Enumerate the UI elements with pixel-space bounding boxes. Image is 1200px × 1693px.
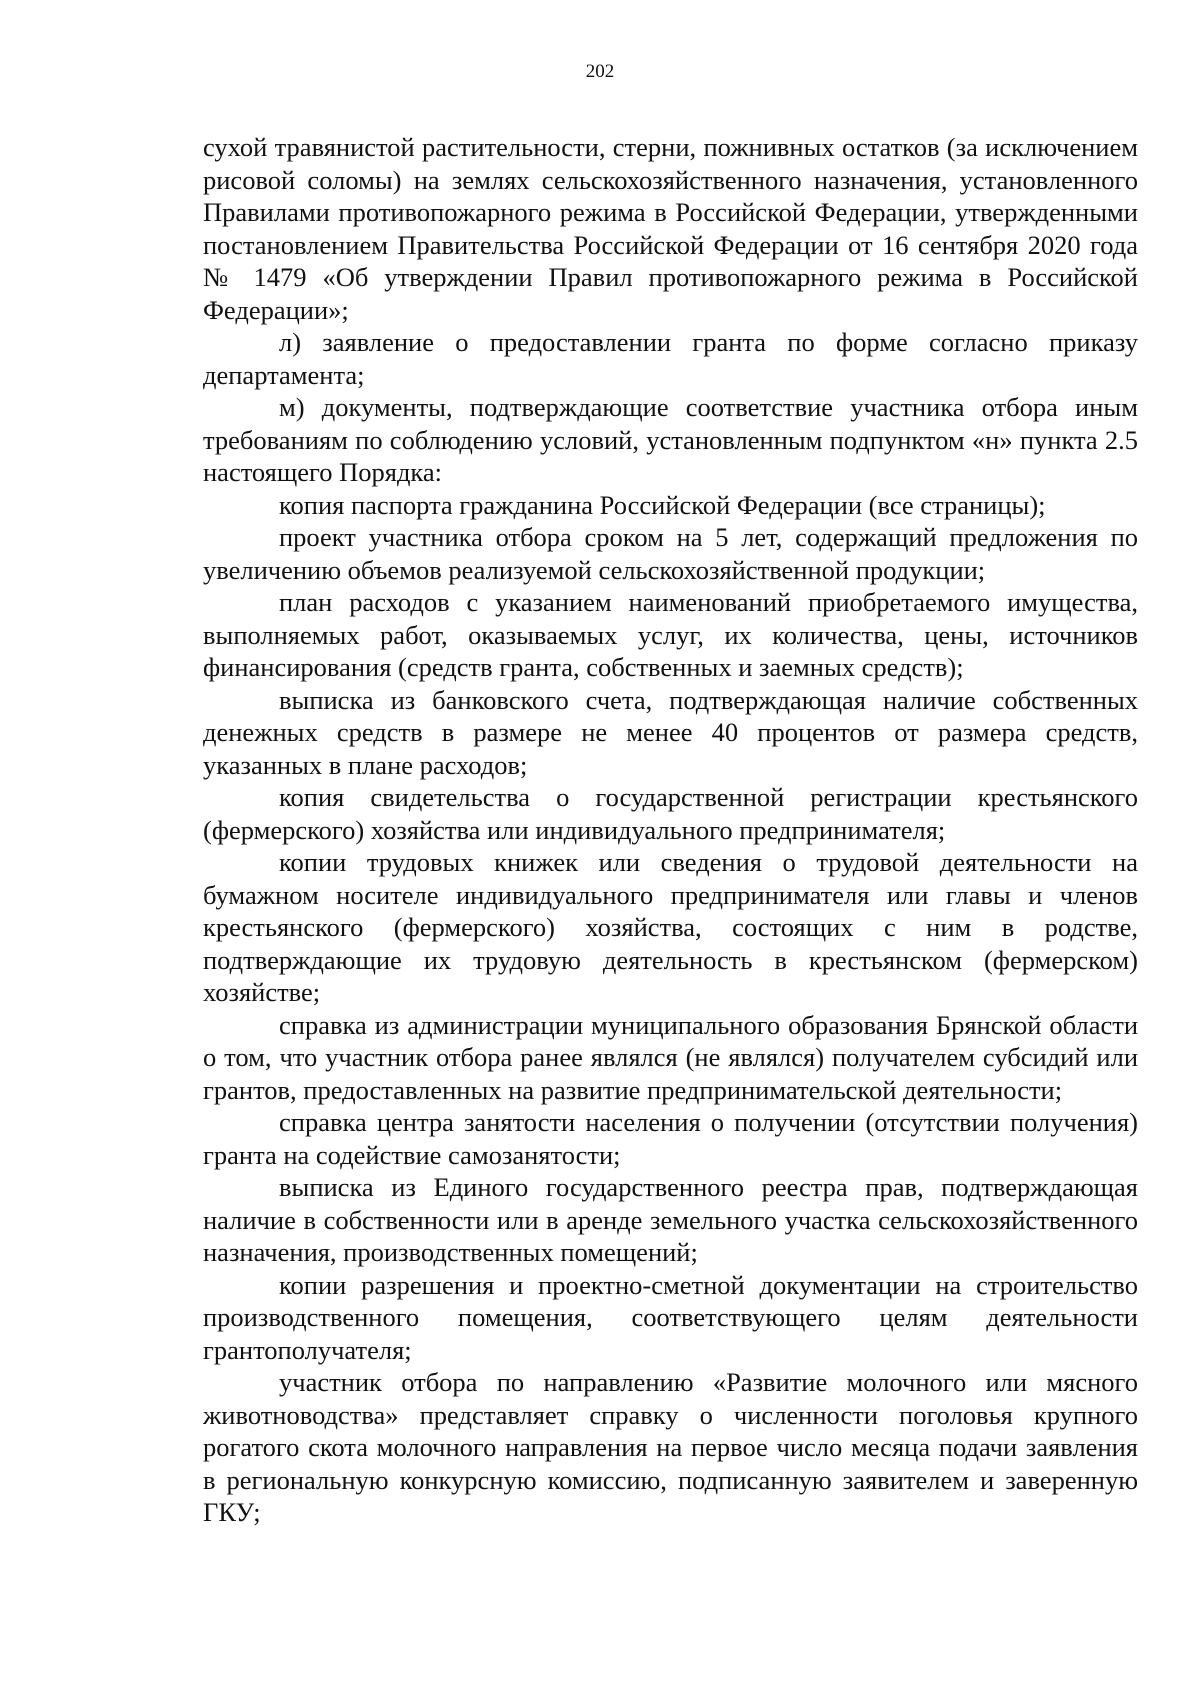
document-body (203, 131, 1138, 1529)
paragraph-construction-permit: копии разрешения и проектно-сметной документации на строительство производственного помещения, соответствующего целям деятельности грантополучателя; (203, 1269, 1138, 1365)
paragraph-project: проект участника отбора сроком на 5 лет, содержащий предложения по увеличению объемов реализуемой сельскохозяйственной продукции; (203, 522, 1138, 585)
paragraph-employment-center-certificate: справка центра занятости населения о получении (отсутствии получения) гранта на содействие самозанятости; (203, 1107, 1138, 1170)
paragraph-employment-records: копии трудовых книжек или сведения о трудовой деятельности на бумажном носителе индивидуального предпринимателя или главы и членов крестьянского (фермерского) хозяйства, состоящих с ним в родстве, подтверждающие их трудовую деятельность в крестьянском (фермерском) хозяйстве; (203, 847, 1138, 1007)
paragraph-item-l: л) заявление о предоставлении гранта по форме согласно приказу департамента; (203, 327, 1138, 390)
paragraph-bank-statement: выписка из банковского счета, подтверждающая наличие собственных денежных средств в размере не менее 40 процентов от размера средств, указанных в плане расходов; (203, 684, 1138, 780)
paragraph-livestock-certificate: участник отбора по направлению «Развитие молочного или мясного животноводства» представляет справку о численности поголовья крупного рогатого скота молочного направления на первое число месяца подачи заявления в региональную конкурсную комиссию, подписанную заявителем и заверенную ГКУ; (203, 1367, 1138, 1527)
paragraph-registry-extract: выписка из Единого государственного реестра прав, подтверждающая наличие в собственности или в аренде земельного участка сельскохозяйственного назначения, производственных помещений; (203, 1172, 1138, 1267)
page-number: 202 (585, 61, 615, 82)
paragraph-passport-copy: копия паспорта гражданина Российской Федерации (все страницы); (279, 489, 1046, 520)
paragraph-expense-plan: план расходов с указанием наименований приобретаемого имущества, выполняемых работ, оказываемых услуг, их количества, цены, источников финансирования (средств гранта, собственных и заемных средств); (203, 587, 1138, 682)
paragraph-registration-certificate: копия свидетельства о государственной регистрации крестьянского (фермерского) хозяйства или индивидуального предпринимателя; (203, 782, 1138, 845)
paragraph-continuation: сухой травянистой растительности, стерни, пожнивных остатков (за исключением рисовой соломы) на землях сельскохозяйственного назначения, установленного Правилами противопожарного режима в Российской Федерации, утвержденными постановлением Правительства Российской Федерации от 16 сентября 2020 года № 1479 «Об утверждении Правил противопожарного режима в Российской Федерации»; (203, 132, 1138, 325)
paragraph-item-m: м) документы, подтверждающие соответствие участника отбора иным требованиям по соблюдению условий, установленным подпунктом «н» пункта 2.5 настоящего Порядка: (203, 392, 1138, 487)
paragraph-municipal-certificate: справка из администрации муниципального образования Брянской области о том, что участник отбора ранее являлся (не являлся) получателем субсидий или грантов, предоставленных на развитие предпринимательской деятельности; (203, 1009, 1138, 1105)
